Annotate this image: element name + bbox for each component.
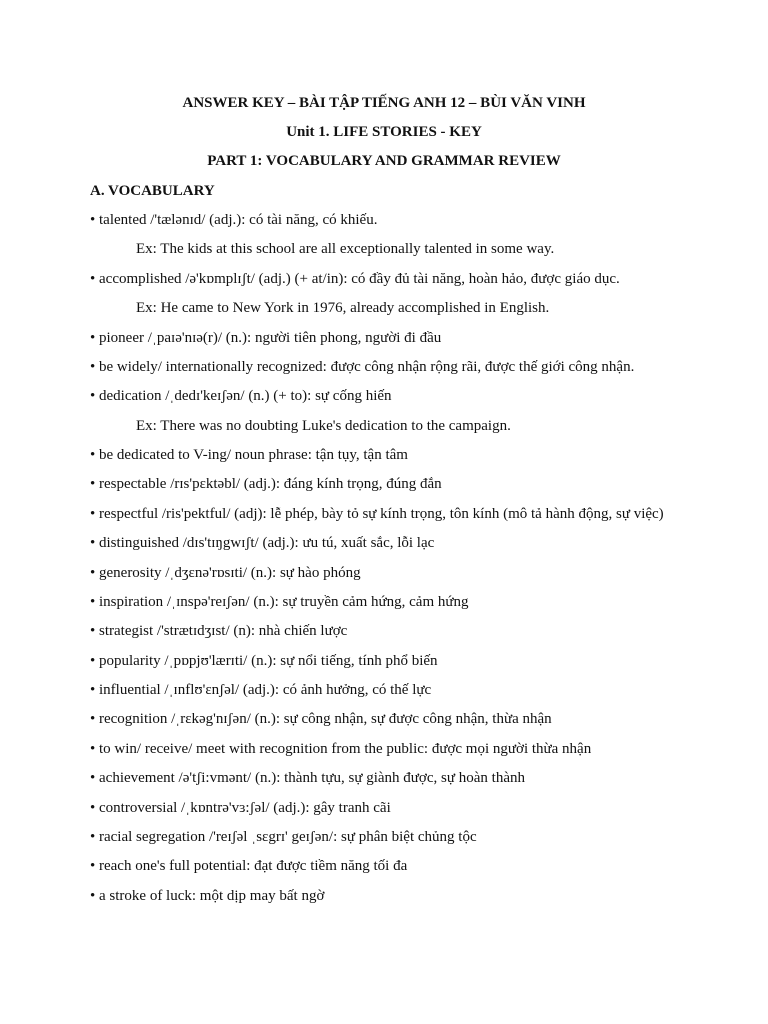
vocab-entry: • inspiration /ˌɪnspə'reɪʃən/ (n.): sự truyền cảm hứng, cảm hứng (90, 594, 469, 610)
vocab-entry: • generosity /ˌdʒɛnə'rɒsɪti/ (n.): sự hào phóng (90, 565, 361, 581)
example-sentence: Ex: He came to New York in 1976, already accomplished in English. (136, 300, 550, 316)
example-sentence: Ex: The kids at this school are all exceptionally talented in some way. (136, 241, 555, 257)
vocab-entry: • popularity /ˌpɒpjʊ'lærɪti/ (n.): sự nổi tiếng, tính phổ biến (90, 653, 438, 669)
vocab-entry: • to win/ receive/ meet with recognition from the public: được mọi người thừa nhận (90, 741, 592, 757)
vocab-entry: • accomplished /ə'kɒmplɪʃt/ (adj.) (+ at/in): có đầy đủ tài năng, hoàn hảo, được giáo dục. (90, 271, 620, 287)
vocab-entry: • be dedicated to V-ing/ noun phrase: tận tụy, tận tâm (90, 447, 408, 463)
vocab-entry: • a stroke of luck: một dịp may bất ngờ (90, 888, 325, 904)
vocab-entry: • pioneer /ˌpaɪə'nɪə(r)/ (n.): người tiên phong, người đi đầu (90, 330, 442, 346)
example-sentence: Ex: There was no doubting Luke's dedication to the campaign. (136, 418, 511, 434)
vocab-entry: • respectable /rɪs'pɛktəbl/ (adj.): đáng kính trọng, đúng đắn (90, 476, 442, 492)
vocab-entry: • reach one's full potential: đạt được tiềm năng tối đa (90, 858, 408, 874)
vocab-entry: • recognition /ˌrɛkəg'nɪʃən/ (n.): sự công nhận, sự được công nhận, thừa nhận (90, 711, 552, 727)
vocab-entry: • influential /ˌɪnflʊ'ɛnʃəl/ (adj.): có ảnh hưởng, có thế lực (90, 682, 432, 698)
vocab-entry: • controversial /ˌkɒntrə'vɜ:ʃəl/ (adj.): gây tranh cãi (90, 800, 391, 816)
vocab-entry: • racial segregation /'reɪʃəl ˌsɛgrɪ' geɪʃən/: sự phân biệt chủng tộc (90, 829, 477, 845)
unit-title: Unit 1. LIFE STORIES - KEY (286, 124, 482, 140)
document-title: ANSWER KEY – BÀI TẬP TIẾNG ANH 12 – BÙI VĂN VINH (182, 95, 586, 111)
vocab-entry: • dedication /ˌdedɪ'keɪʃən/ (n.) (+ to): sự cống hiến (90, 388, 392, 404)
section-title-vocabulary: A. VOCABULARY (90, 183, 215, 199)
vocab-entry: • respectful /ris'pektful/ (adj): lễ phép, bày tỏ sự kính trọng, tôn kính (mô tả hành động, sự việc) (90, 506, 664, 522)
vocab-entry: • strategist /'strætɪdʒɪst/ (n): nhà chiến lược (90, 623, 348, 639)
vocab-entry: • distinguished /dɪs'tɪŋgwɪʃt/ (adj.): ưu tú, xuất sắc, lỗi lạc (90, 535, 435, 551)
vocab-entry: • achievement /ə'tʃi:vmənt/ (n.): thành tựu, sự giành được, sự hoàn thành (90, 770, 525, 786)
vocab-entry: • be widely/ internationally recognized: được công nhận rộng rãi, được thế giới công nhận. (90, 359, 635, 375)
vocab-entry: • talented /'tælənɪd/ (adj.): có tài năng, có khiếu. (90, 212, 378, 228)
part-title: PART 1: VOCABULARY AND GRAMMAR REVIEW (207, 153, 561, 169)
